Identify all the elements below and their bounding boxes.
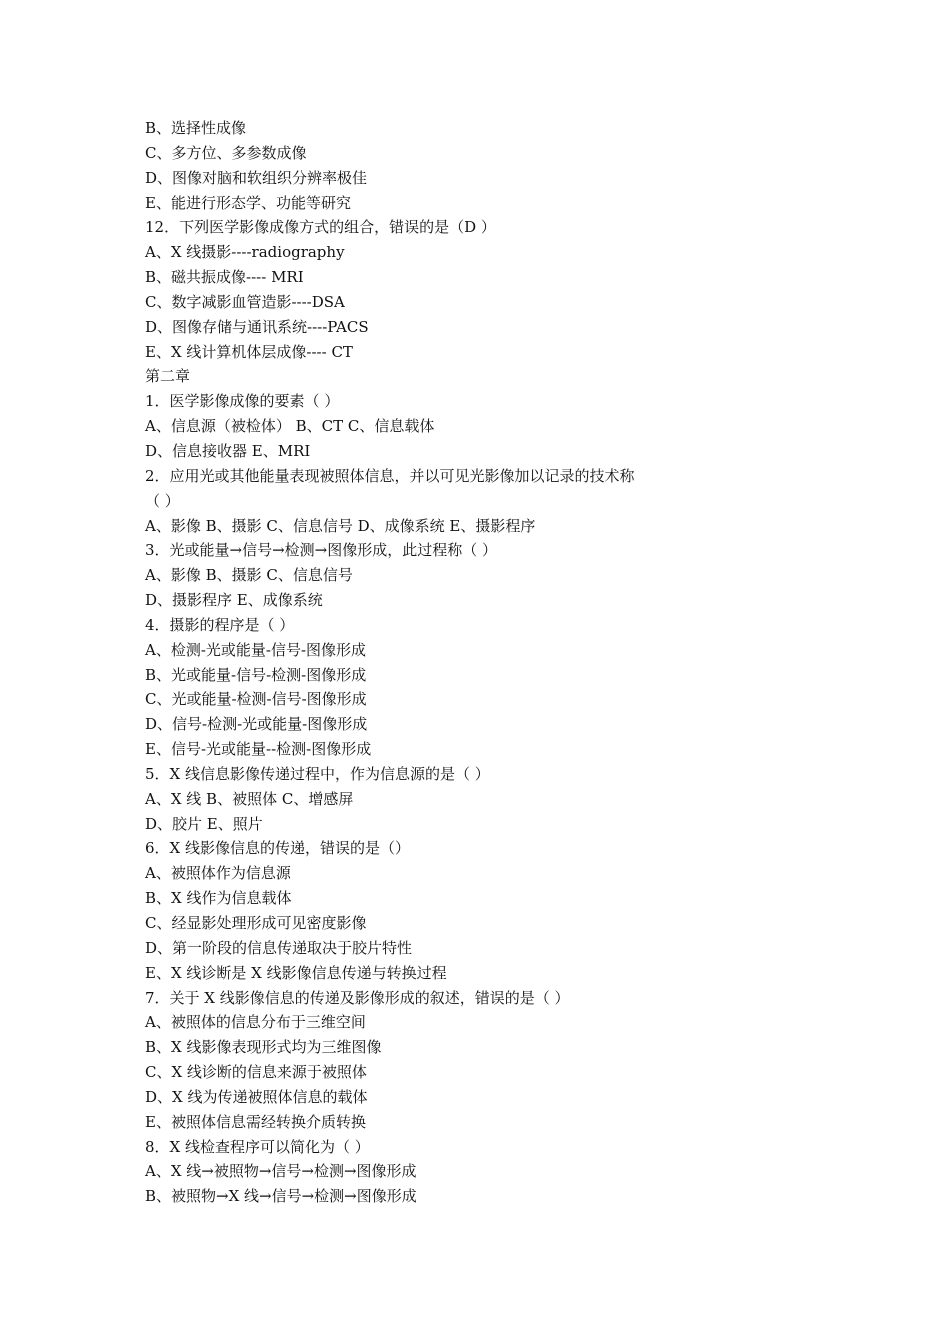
- text-line: B、磁共振成像---- MRI: [145, 268, 304, 287]
- text-line: A、X 线→被照物→信号→检测→图像形成: [145, 1162, 417, 1181]
- text-line: B、光或能量-信号-检测-图像形成: [145, 665, 367, 684]
- text-line: A、信息源（被检体） B、CT C、信息载体: [145, 417, 435, 436]
- question-line: 6．X 线影像信息的传递，错误的是（）: [145, 839, 410, 858]
- text-line: E、X 线诊断是 X 线影像信息传递与转换过程: [145, 963, 447, 982]
- chapter-heading: 第二章: [145, 367, 191, 386]
- text-line: A、影像 B、摄影 C、信息信号 D、成像系统 E、摄影程序: [145, 516, 536, 535]
- text-line: （ ）: [145, 491, 180, 510]
- text-line: C、X 线诊断的信息来源于被照体: [145, 1063, 367, 1082]
- text-line: C、多方位、多参数成像: [145, 143, 307, 162]
- text-line: C、数字减影血管造影----DSA: [145, 292, 345, 311]
- text-line: D、胶片 E、照片: [145, 814, 263, 833]
- text-line: B、被照物→X 线→信号→检测→图像形成: [145, 1187, 417, 1206]
- text-line: D、信号-检测-光或能量-图像形成: [145, 715, 368, 734]
- text-line: D、摄影程序 E、成像系统: [145, 591, 323, 610]
- text-line: C、经显影处理形成可见密度影像: [145, 914, 367, 932]
- question-line: 8．X 线检查程序可以简化为（ ）: [145, 1137, 370, 1156]
- question-line: 12．下列医学影像成像方式的组合，错误的是（D ）: [145, 218, 496, 237]
- text-line: A、检测-光或能量-信号-图像形成: [145, 640, 367, 659]
- question-line: 1．医学影像成像的要素（ ）: [145, 392, 340, 411]
- text-line: B、X 线作为信息载体: [145, 889, 292, 908]
- text-line: E、被照体信息需经转换介质转换: [145, 1112, 366, 1131]
- text-line: D、第一阶段的信息传递取决于胶片特性: [145, 938, 413, 957]
- text-line: A、X 线摄影----radiography: [145, 243, 345, 262]
- text-line: A、被照体作为信息源: [145, 864, 291, 883]
- question-line: 2．应用光或其他能量表现被照体信息，并以可见光影像加以记录的技术称: [145, 466, 635, 485]
- text-line: E、信号-光或能量--检测-图像形成: [145, 740, 372, 759]
- text-line: D、信息接收器 E、MRI: [145, 441, 311, 460]
- question-line: 3．光或能量→信号→检测→图像形成，此过程称（ ）: [145, 541, 498, 560]
- text-line: B、选择性成像: [145, 119, 247, 137]
- text-line: B、X 线影像表现形式均为三维图像: [145, 1038, 382, 1057]
- text-line: E、能进行形态学、功能等研究: [145, 193, 351, 212]
- text-line: D、图像存储与通讯系统----PACS: [145, 317, 369, 336]
- question-line: 4．摄影的程序是（ ）: [145, 615, 295, 634]
- text-line: A、影像 B、摄影 C、信息信号: [145, 566, 353, 585]
- text-line: A、X 线 B、被照体 C、增感屏: [145, 789, 354, 808]
- text-line: E、X 线计算机体层成像---- CT: [145, 342, 353, 361]
- text-line: D、图像对脑和软组织分辨率极佳: [145, 168, 368, 187]
- question-line: 7．关于 X 线影像信息的传递及影像形成的叙述，错误的是（ ）: [145, 988, 570, 1007]
- text-line: A、被照体的信息分布于三维空间: [145, 1013, 366, 1032]
- document-body: [145, 116, 825, 1209]
- text-line: C、光或能量-检测-信号-图像形成: [145, 690, 367, 709]
- question-line: 5．X 线信息影像传递过程中，作为信息源的是（ ）: [145, 764, 490, 783]
- text-line: D、X 线为传递被照体信息的载体: [145, 1087, 368, 1106]
